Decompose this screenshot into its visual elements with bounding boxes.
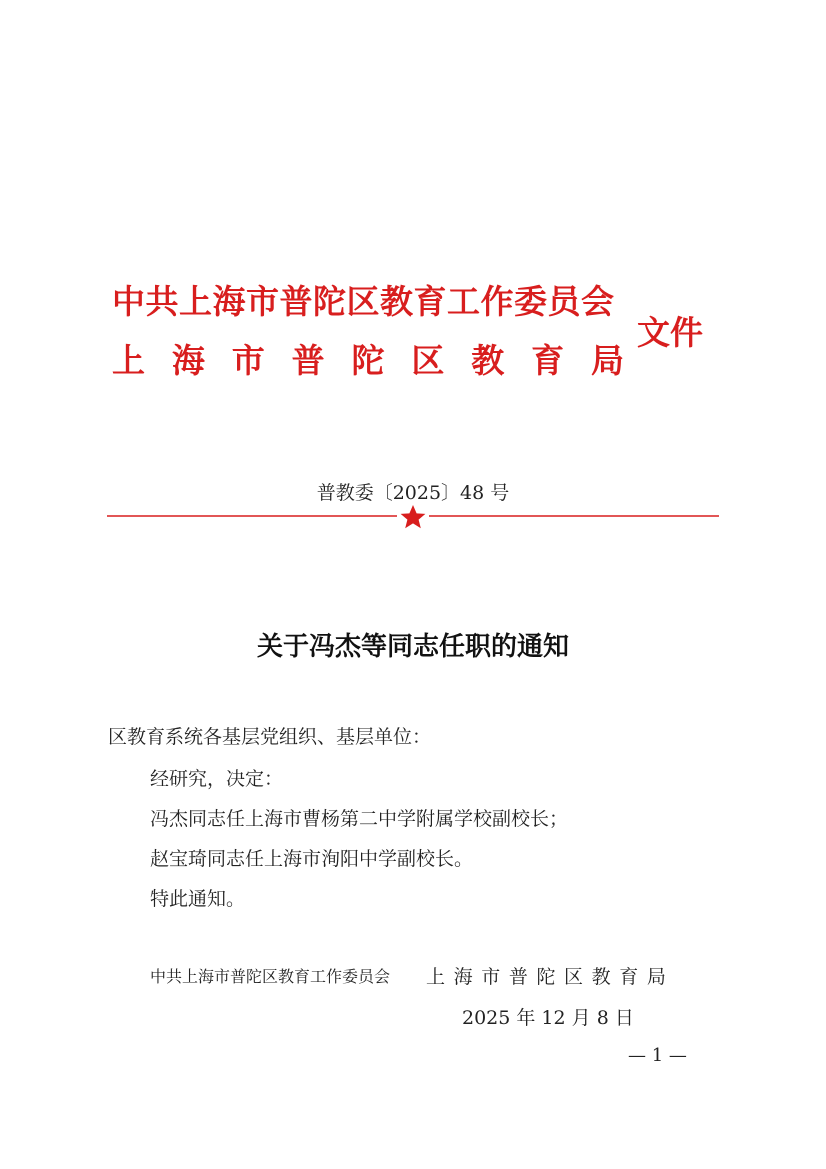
issuing-org-line-2	[112, 335, 624, 382]
issuing-org-char: 教	[471, 341, 505, 380]
notice-title: 关于冯杰等同志任职的通知	[256, 632, 569, 662]
signature-char: 陀	[536, 966, 556, 988]
issuing-org-char: 育	[531, 341, 565, 380]
signature-char: 区	[564, 966, 584, 988]
issuing-org-char: 海	[171, 341, 205, 380]
issuing-org-char: 局	[591, 341, 624, 380]
issuing-org-line-1: 中共上海市普陀区教育工作委员会	[112, 282, 615, 321]
issuing-org-char: 上	[112, 341, 145, 380]
signature-org-left: 中共上海市普陀区教育工作委员会	[150, 967, 391, 986]
body-paragraph: 特此通知。	[150, 888, 246, 910]
body-paragraph: 经研究，决定：	[150, 768, 284, 790]
document-number: 普教委〔2025〕48 号	[316, 482, 510, 504]
issuing-org-char: 普	[291, 341, 325, 380]
issuing-org-char: 区	[411, 341, 445, 380]
issue-date: 2025 年 12 月 8 日	[462, 1007, 634, 1029]
document-suffix: 文件	[637, 313, 703, 352]
body-paragraph: 赵宝琦同志任上海市洵阳中学副校长。	[150, 848, 474, 870]
red-separator	[107, 505, 719, 535]
issuing-org-char: 陀	[351, 341, 385, 380]
signature-char: 普	[508, 966, 528, 988]
body-paragraph: 冯杰同志任上海市曹杨第二中学附属学校副校长；	[150, 808, 569, 830]
red-star-icon	[401, 505, 426, 528]
signature-char: 局	[646, 966, 666, 988]
signature-char: 育	[619, 966, 639, 988]
signature-char: 海	[453, 966, 473, 988]
signature-char: 上	[426, 966, 446, 988]
signature-char: 市	[481, 966, 501, 988]
signature-org-right	[426, 962, 666, 989]
salutation: 区教育系统各基层党组织、基层单位：	[108, 726, 432, 748]
page-number: — 1 —	[628, 1045, 687, 1066]
issuing-org-char: 市	[231, 341, 265, 380]
signature-char: 教	[591, 966, 611, 988]
